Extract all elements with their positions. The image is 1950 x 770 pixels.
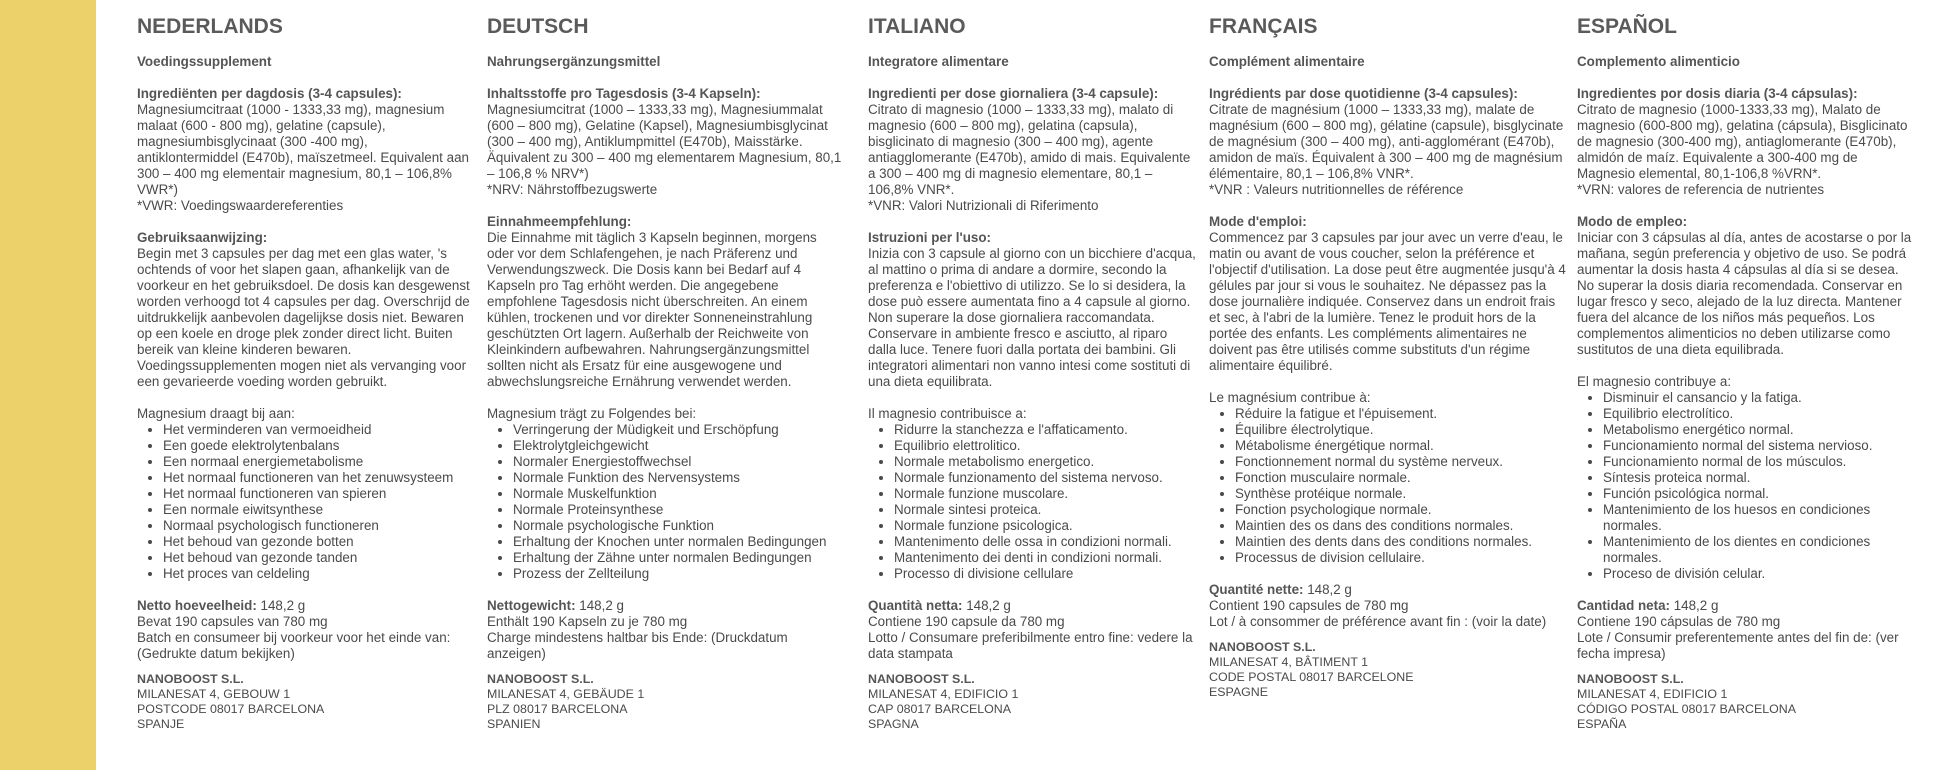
benefits-list (137, 422, 472, 582)
benefit-item: • Fonction psychologique normale. (1235, 502, 1567, 518)
manufacturer-section (487, 672, 842, 732)
net-quantity (868, 598, 1198, 614)
product-type: Nahrungsergänzungsmittel (487, 54, 661, 69)
net-value: 148,2 g (256, 598, 306, 613)
net-section (868, 598, 1198, 662)
benefit-item: • Mantenimiento de los dientes en condiciones normales. (1603, 534, 1917, 566)
net-line: Contient 190 capsules de 780 mg (1209, 598, 1409, 613)
benefit-item: • Processus de division cellulaire. (1235, 550, 1567, 566)
ingredients-section (868, 86, 1198, 214)
address-line: ESPAGNE (1209, 685, 1268, 699)
benefits-section (1577, 374, 1917, 582)
benefit-item: • Erhaltung der Knochen unter normalen Bedingungen (513, 534, 842, 550)
benefit-item: • Elektrolytgleichgewicht (513, 438, 842, 454)
address-line: SPAGNA (868, 717, 919, 731)
usage-text: Inizia con 3 capsule al giorno con un bicchiere d'acqua, al mattino o prima di andare a dormire, secondo la preferenza e l'obiettivo di utilizzo. Se lo si desidera, la dose può essere aumentata fino a 4 capsule al giorno. Non superare la dose giornaliera raccomandata. Conservare in ambiente fresco e asciutto, al riparo dalla luce. Tenere fuori dalla portata dei bambini. Gli integratori alimentari non vanno intesi come sostituti di una dieta equilibrata. (868, 246, 1196, 389)
benefit-item: • Normaler Energiestoffwechsel (513, 454, 842, 470)
benefits-list (868, 422, 1198, 582)
benefit-item: • Normale metabolismo energetico. (894, 454, 1198, 470)
benefits-section (868, 406, 1198, 582)
language-title: FRANÇAIS (1209, 15, 1318, 38)
address-line: MILANESAT 4, EDIFICIO 1 (1577, 687, 1728, 701)
language-title: NEDERLANDS (137, 15, 283, 38)
benefits-list (1209, 406, 1567, 566)
benefit-item: • Normale psychologische Funktion (513, 518, 842, 534)
benefit-item: • Normale Proteinsynthese (513, 502, 842, 518)
benefit-item: • Het normaal functioneren van spieren (163, 486, 472, 502)
benefit-item: • Een normale eiwitsynthese (163, 502, 472, 518)
ingredients-note: *VRN: valores de referencia de nutrientes (1577, 182, 1825, 197)
net-label: Quantità netta: (868, 598, 963, 613)
benefits-intro: Magnesium trägt zu Folgendes bei: (487, 406, 697, 421)
company-name: NANOBOOST S.L. (1209, 640, 1316, 654)
net-label: Netto hoeveelheid: (137, 598, 257, 613)
benefit-item: • Maintien des os dans des conditions normales. (1235, 518, 1567, 534)
net-value: 148,2 g (575, 598, 624, 613)
company-name: NANOBOOST S.L. (868, 672, 975, 686)
benefit-item: • Métabolisme énergétique normal. (1235, 438, 1567, 454)
company-name: NANOBOOST S.L. (487, 672, 594, 686)
benefit-item: • Maintien des dents dans des conditions normales. (1235, 534, 1567, 550)
ingredients-section (137, 86, 472, 214)
net-quantity (137, 598, 472, 614)
net-line: Lote / Consumir preferentemente antes del fin de: (ver fecha impresa) (1577, 630, 1899, 661)
manufacturer-section (868, 672, 1198, 732)
usage-section (487, 214, 842, 390)
benefit-item: • Het behoud van gezonde botten (163, 534, 472, 550)
ingredients-heading: Ingrédients par dose quotidienne (3-4 capsules): (1209, 86, 1518, 101)
benefit-item: • Normaal psychologisch functioneren (163, 518, 472, 534)
benefits-section (137, 406, 472, 582)
net-section (1577, 598, 1917, 662)
benefit-item: • Normale Funktion des Nervensystems (513, 470, 842, 486)
ingredients-note: *VNR : Valeurs nutritionnelles de référence (1209, 182, 1464, 197)
ingredients-text: Citrato de magnesio (1000-1333,33 mg), Malato de magnesio (600-800 mg), gelatina (cápsula), Bisglicinato de magnesio (300-400 mg), antiaglomerante (E470b), almidón de maíz. Equivalente a 300-400 mg de Magnesio elemental, 80,1-106,8 %VRN*. (1577, 102, 1908, 181)
benefit-item: • Synthèse protéique normale. (1235, 486, 1567, 502)
column-0 (137, 14, 472, 732)
ingredients-note: *VWR: Voedingswaardereferenties (137, 198, 344, 213)
benefit-item: • Mantenimento dei denti in condizioni normali. (894, 550, 1198, 566)
benefits-intro: Il magnesio contribuisce a: (868, 406, 1027, 421)
address-line: MILANESAT 4, EDIFICIO 1 (868, 687, 1019, 701)
ingredients-text: Magnesiumcitrat (1000 – 1333,33 mg), Magnesiummalat (600 – 800 mg), Gelatine (Kapsel), Magnesiumbisglycinat (300 – 400 mg), Antiklumpmittel (E470b), Maisstärke. Äquivalent zu 300 – 400 mg elementarem Magnesium, 80,1 – 106,8 % NRV*) (487, 102, 842, 181)
product-type: Complément alimentaire (1209, 54, 1365, 69)
ingredients-note: *NRV: Nährstoffbezugswerte (487, 182, 658, 197)
ingredients-note: *VNR: Valori Nutrizionali di Riferimento (868, 198, 1099, 213)
net-line: Bevat 190 capsules van 780 mg (137, 614, 328, 629)
benefit-item: • Funcionamiento normal del sistema nervioso. (1603, 438, 1917, 454)
column-1 (487, 14, 842, 732)
benefit-item: • Fonction musculaire normale. (1235, 470, 1567, 486)
benefit-item: • Een normaal energiemetabolisme (163, 454, 472, 470)
net-label: Cantidad neta: (1577, 598, 1670, 613)
net-value: 148,2 g (1303, 582, 1352, 597)
usage-heading: Istruzioni per l'uso: (868, 230, 991, 245)
usage-heading: Modo de empleo: (1577, 214, 1688, 229)
net-label: Nettogewicht: (487, 598, 576, 613)
address-line: SPANJE (137, 717, 185, 731)
usage-text: Begin met 3 capsules per dag met een glas water, 's ochtends of voor het slapen gaan, afhankelijk van de voorkeur en het gebruiksdoel. De dosis kan desgewenst worden verhoogd tot 4 capsules per dag. Overschrijd de uitdrukkelijk aanbevolen dagelijkse dosis niet. Bewaren op een koele en droge plek zonder direct licht. Buiten bereik van kleine kinderen bewaren. Voedingssupplementen mogen niet als vervanging voor een gevarieerde voeding worden gebruikt. (137, 246, 470, 389)
ingredients-section (1209, 86, 1567, 198)
product-type: Voedingssupplement (137, 54, 272, 69)
benefits-list (1577, 390, 1917, 582)
ingredients-section (1577, 86, 1917, 198)
language-title: ESPAÑOL (1577, 15, 1677, 38)
net-section (137, 598, 472, 662)
language-title: ITALIANO (868, 15, 966, 38)
net-value: 148,2 g (1670, 598, 1719, 613)
benefit-item: • Proceso de división celular. (1603, 566, 1917, 582)
benefit-item: • Síntesis proteica normal. (1603, 470, 1917, 486)
net-line: Contiene 190 capsule da 780 mg (868, 614, 1065, 629)
manufacturer-section (1209, 640, 1567, 700)
benefits-intro: Le magnésium contribue à: (1209, 390, 1371, 405)
manufacturer-section (137, 672, 472, 732)
benefit-item: • Equilibrio elettrolitico. (894, 438, 1198, 454)
usage-heading: Mode d'emploi: (1209, 214, 1307, 229)
net-section (487, 598, 842, 662)
ingredients-text: Citrate de magnésium (1000 – 1333,33 mg), malate de magnésium (600 – 800 mg), gélatine (capsule), bisglycinate de magnésium (300 – 400 mg), anti-agglomérant (E470b), amidon de maïs. Équivalent à 300 – 400 mg de magnésium élémentaire, 80,1 – 106,8% VNR*. (1209, 102, 1564, 181)
net-quantity (1209, 582, 1567, 598)
address-line: CODE POSTAL 08017 BARCELONE (1209, 670, 1414, 684)
net-line: Lot / à consommer de préférence avant fin : (voir la date) (1209, 614, 1547, 629)
benefit-item: • Normale sintesi proteica. (894, 502, 1198, 518)
benefit-item: • Verringerung der Müdigkeit und Erschöpfung (513, 422, 842, 438)
benefit-item: • Normale funzionamento del sistema nervoso. (894, 470, 1198, 486)
benefit-item: • Équilibre électrolytique. (1235, 422, 1567, 438)
benefit-item: • Función psicológica normal. (1603, 486, 1917, 502)
address-line: MILANESAT 4, GEBÄUDE 1 (487, 687, 645, 701)
benefit-item: • Prozess der Zellteilung (513, 566, 842, 582)
address-line: SPANIEN (487, 717, 541, 731)
usage-section (868, 230, 1198, 390)
company-name: NANOBOOST S.L. (137, 672, 244, 686)
benefits-intro: Magnesium draagt bij aan: (137, 406, 295, 421)
ingredients-heading: Ingredienti per dose giornaliera (3-4 capsule): (868, 86, 1159, 101)
benefit-item: • Normale funzione muscolare. (894, 486, 1198, 502)
usage-section (1209, 214, 1567, 374)
benefit-item: • Normale funzione psicologica. (894, 518, 1198, 534)
address-line: PLZ 08017 BARCELONA (487, 702, 628, 716)
ingredients-heading: Inhaltsstoffe pro Tagesdosis (3-4 Kapseln): (487, 86, 761, 101)
address-line: POSTCODE 08017 BARCELONA (137, 702, 325, 716)
benefits-section (487, 406, 842, 582)
net-section (1209, 582, 1567, 630)
usage-text: Iniciar con 3 cápsulas al día, antes de acostarse o por la mañana, según preferencia y objetivo de uso. Se podrá aumentar la dosis hasta 4 cápsulas al día si se desea. No superar la dosis diaria recomendada. Conservar en lugar fresco y seco, alejado de la luz directa. Mantener fuera del alcance de los niños más pequeños. Los complementos alimenticios no deben utilizarse como sustitutos de una dieta equilibrada. (1577, 230, 1912, 357)
address-line: CAP 08017 BARCELONA (868, 702, 1012, 716)
benefit-item: • Mantenimiento de los huesos en condiciones normales. (1603, 502, 1917, 534)
benefit-item: • Disminuir el cansancio y la fatiga. (1603, 390, 1917, 406)
usage-heading: Gebruiksaanwijzing: (137, 230, 268, 245)
address-line: ESPAÑA (1577, 717, 1627, 731)
benefits-list (487, 422, 842, 582)
benefit-item: • Normale Muskelfunktion (513, 486, 842, 502)
benefit-item: • Het behoud van gezonde tanden (163, 550, 472, 566)
language-title: DEUTSCH (487, 15, 589, 38)
net-quantity (487, 598, 842, 614)
benefit-item: • Mantenimento delle ossa in condizioni normali. (894, 534, 1198, 550)
benefits-intro: El magnesio contribuye a: (1577, 374, 1732, 389)
ingredients-heading: Ingredientes por dosis diaria (3-4 cápsulas): (1577, 86, 1858, 101)
benefit-item: • Funcionamiento normal de los músculos. (1603, 454, 1917, 470)
usage-text: Commencez par 3 capsules par jour avec un verre d'eau, le matin ou avant de vous coucher, selon la préférence et l'objectif d'utilisation. La dose peut être augmentée jusqu'à 4 gélules par jour si vous le souhaitez. Ne dépassez pas la dose journalière indiquée. Conservez dans un endroit frais et sec, à l'abri de la lumière. Tenez le produit hors de la portée des enfants. Les compléments alimentaires ne doivent pas être utilisés comme substituts d'un régime alimentaire équilibré. (1209, 230, 1566, 373)
net-line: Lotto / Consumare preferibilmente entro fine: vedere la data stampata (868, 630, 1193, 661)
ingredients-text: Citrato di magnesio (1000 – 1333,33 mg), malato di magnesio (600 – 800 mg), gelatina (capsula), bisglicinato di magnesio (300 – 400 mg), agente antiagglomerante (E470b), amido di mais. Equivalente a 300 – 400 mg di magnesio elementare, 80,1 – 106,8% VNR*. (868, 102, 1191, 197)
net-value: 148,2 g (962, 598, 1011, 613)
benefit-item: • Réduire la fatigue et l'épuisement. (1235, 406, 1567, 422)
usage-text: Die Einnahme mit täglich 3 Kapseln beginnen, morgens oder vor dem Schlafengehen, je nach Präferenz und Verwendungszweck. Die Dosis kann bei Bedarf auf 4 Kapseln pro Tag erhöht werden. Die angegebene empfohlene Tagesdosis nicht überschreiten. An einem kühlen, trockenen und vor direkter Sonneneinstrahlung geschützten Ort lagern. Außerhalb der Reichweite von Kleinkindern aufbewahren. Nahrungsergänzungsmittel sollten nicht als Ersatz für eine ausgewogene und abwechslungsreiche Ernährung verwendet werden. (487, 230, 817, 389)
net-line: Batch en consumeer bij voorkeur voor het einde van: (Gedrukte datum bekijken) (137, 630, 451, 661)
ingredients-heading: Ingrediënten per dagdosis (3-4 capsules): (137, 86, 402, 101)
column-2 (868, 14, 1198, 732)
address-line: MILANESAT 4, BÂTIMENT 1 (1209, 655, 1369, 669)
net-label: Quantité nette: (1209, 582, 1304, 597)
column-4 (1577, 14, 1917, 732)
benefit-item: • Het verminderen van vermoeidheid (163, 422, 472, 438)
net-line: Contiene 190 cápsulas de 780 mg (1577, 614, 1781, 629)
product-type: Complemento alimenticio (1577, 54, 1740, 69)
usage-section (137, 230, 472, 390)
address-line: MILANESAT 4, GEBOUW 1 (137, 687, 291, 701)
benefit-item: • Een goede elektrolytenbalans (163, 438, 472, 454)
net-line: Enthält 190 Kapseln zu je 780 mg (487, 614, 688, 629)
benefit-item: • Het proces van celdeling (163, 566, 472, 582)
usage-heading: Einnahmeempfehlung: (487, 214, 632, 229)
column-3 (1209, 14, 1567, 700)
benefit-item: • Het normaal functioneren van het zenuwsysteem (163, 470, 472, 486)
benefits-section (1209, 390, 1567, 566)
benefit-item: • Equilibrio electrolítico. (1603, 406, 1917, 422)
product-type: Integratore alimentare (868, 54, 1009, 69)
net-quantity (1577, 598, 1917, 614)
benefit-item: • Metabolismo energético normal. (1603, 422, 1917, 438)
ingredients-text: Magnesiumcitraat (1000 - 1333,33 mg), magnesium malaat (600 - 800 mg), gelatine (capsule), magnesiumbisglycinaat (300 -400 mg), antiklontermiddel (E470b), maïszetmeel. Equivalent aan 300 – 400 mg elementair magnesium, 80,1 – 106,8% VWR*) (137, 102, 469, 197)
benefit-item: • Fonctionnement normal du système nerveux. (1235, 454, 1567, 470)
benefit-item: • Erhaltung der Zähne unter normalen Bedingungen (513, 550, 842, 566)
usage-section (1577, 214, 1917, 358)
benefit-item: • Ridurre la stanchezza e l'affaticamento. (894, 422, 1198, 438)
address-line: CÓDIGO POSTAL 08017 BARCELONA (1577, 702, 1796, 716)
manufacturer-section (1577, 672, 1917, 732)
ingredients-section (487, 86, 842, 198)
company-name: NANOBOOST S.L. (1577, 672, 1684, 686)
net-line: Charge mindestens haltbar bis Ende: (Druckdatum anzeigen) (487, 630, 788, 661)
yellow-side-stripe (0, 0, 96, 770)
benefit-item: • Processo di divisione cellulare (894, 566, 1198, 582)
